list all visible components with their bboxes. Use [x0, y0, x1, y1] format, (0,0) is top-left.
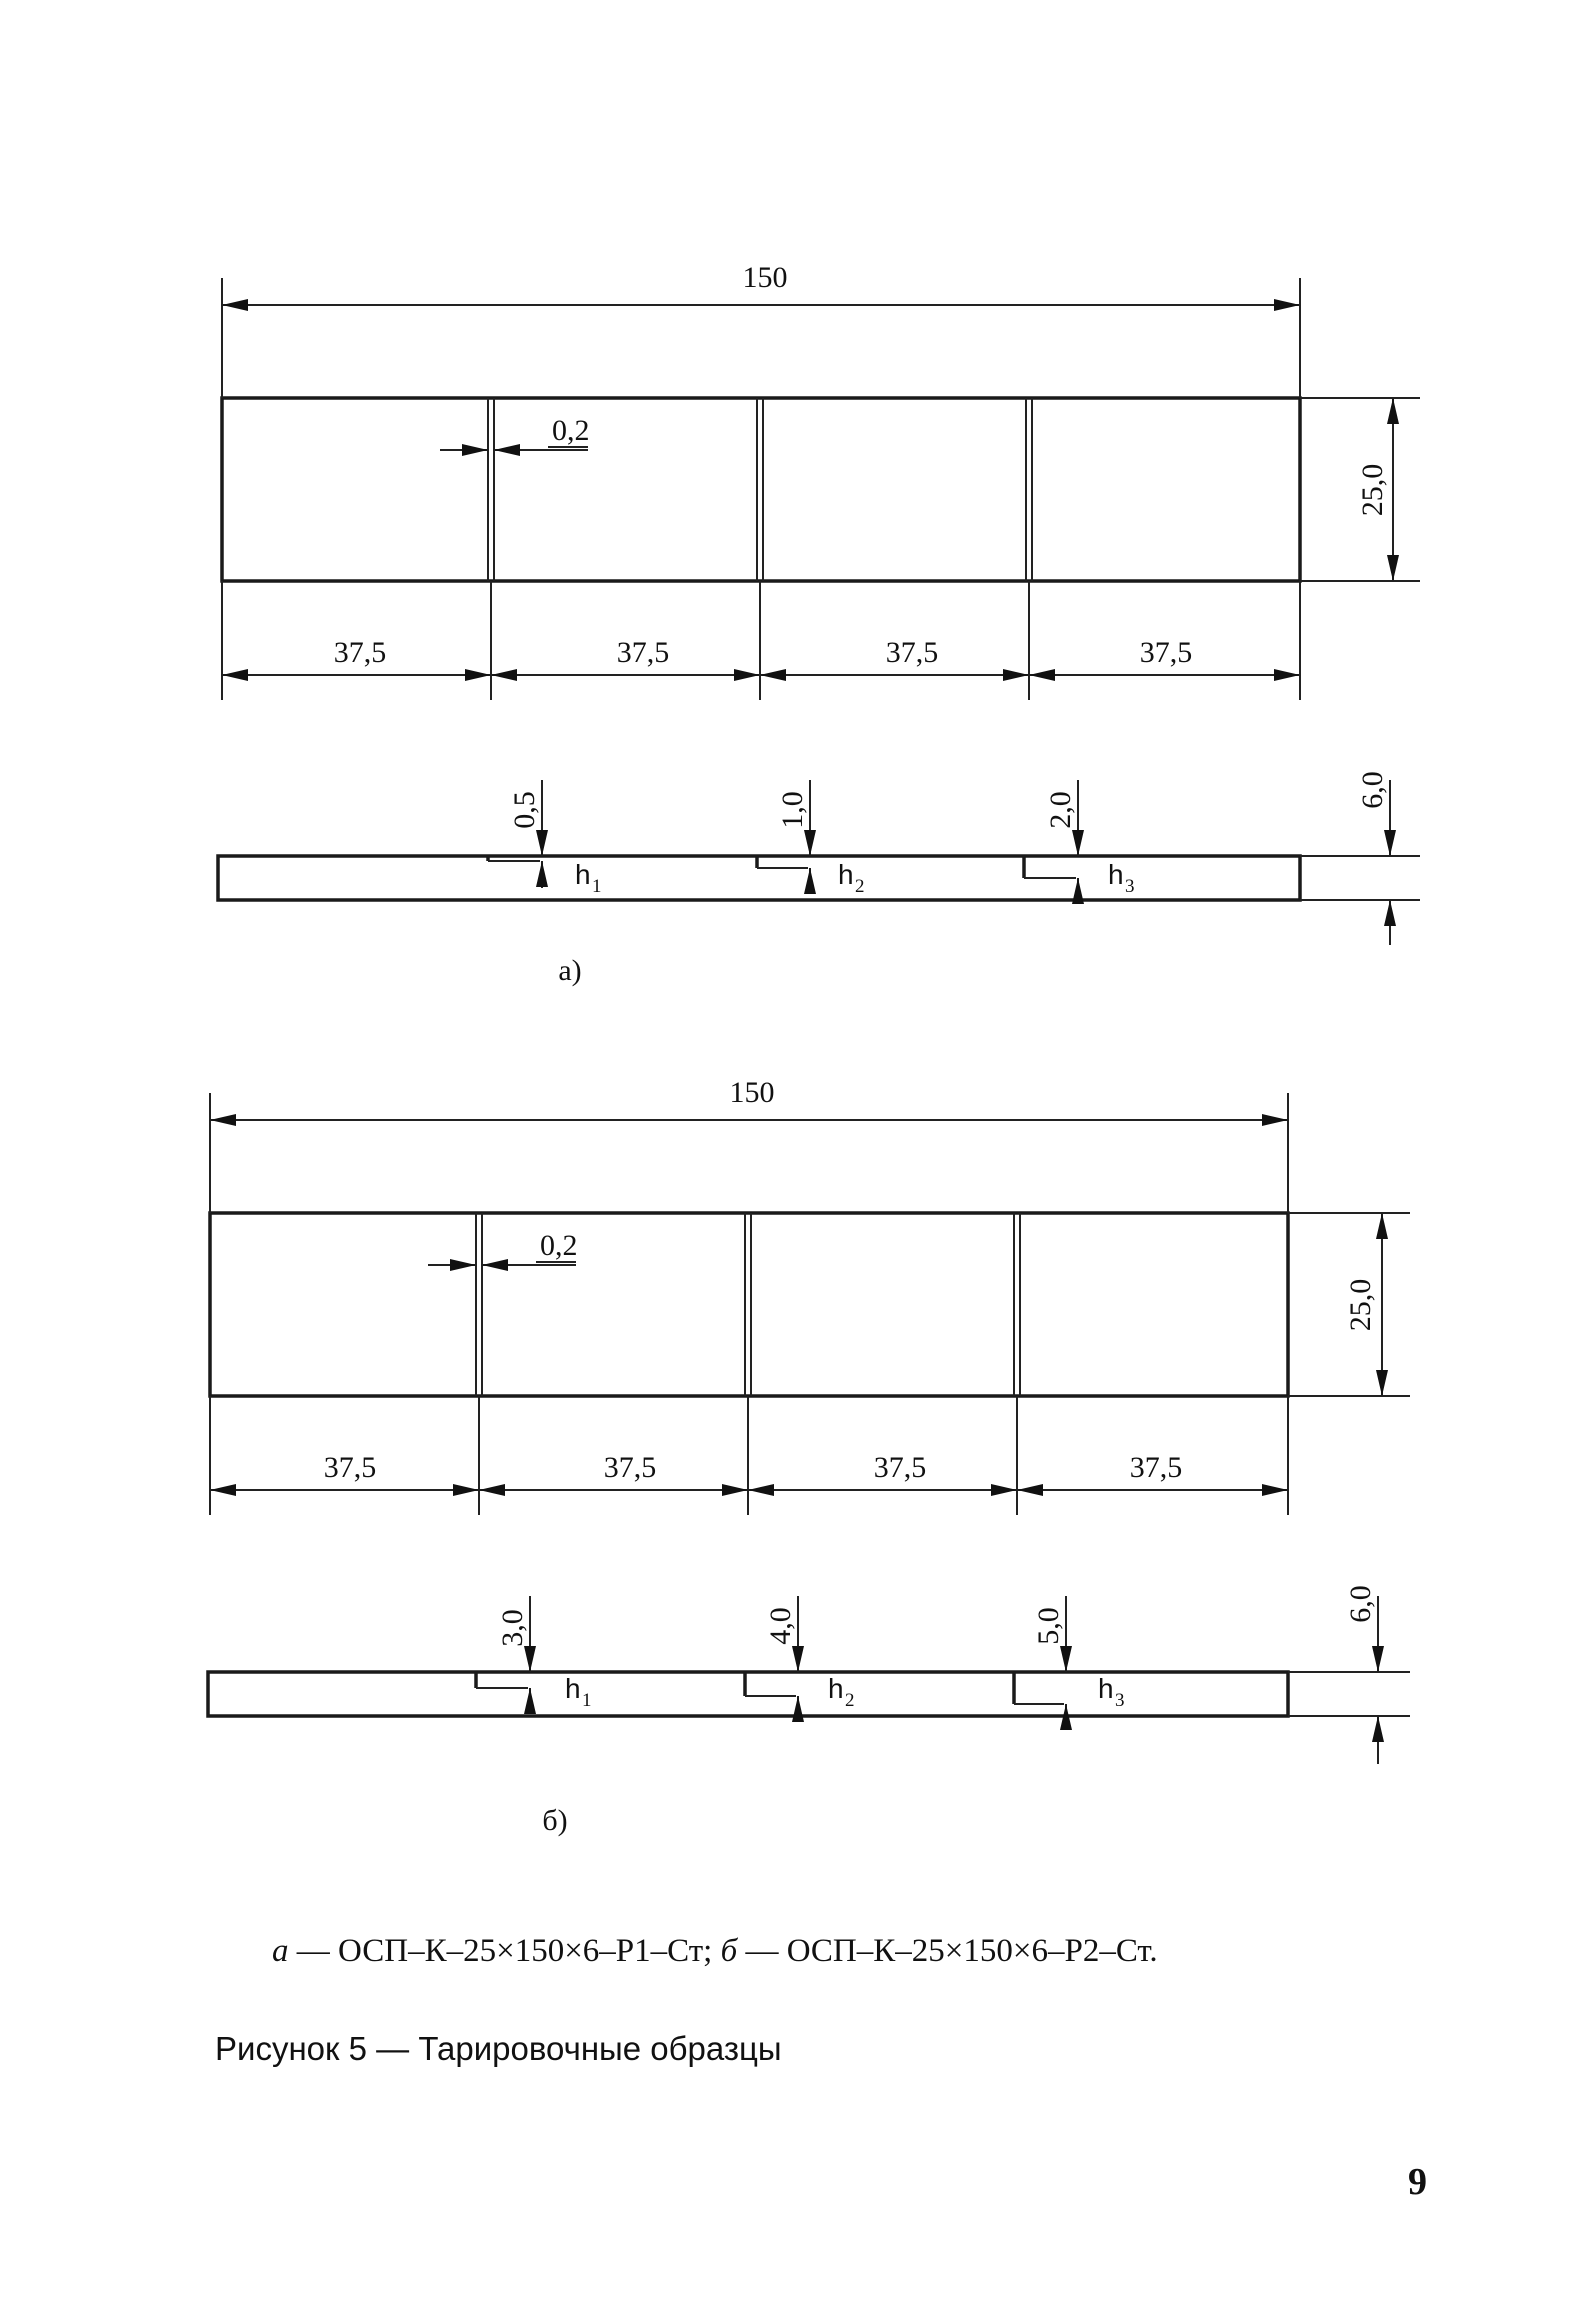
legend-letter-b: б [720, 1933, 738, 1969]
segment-label: 37,5 [885, 636, 939, 669]
specimen-outline [210, 1213, 1288, 1396]
h-subscript: 1 [582, 1690, 592, 1711]
view-b-plan [210, 1076, 1410, 1515]
view-label: б) [542, 1804, 568, 1837]
overall-length-label: 150 [729, 1076, 775, 1109]
segment-label: 37,5 [1129, 1451, 1183, 1484]
figure-caption: Рисунок 5 — Тарировочные образцы [215, 2030, 782, 2067]
view-b [208, 1076, 1410, 1837]
h-subscript: 3 [1115, 1690, 1125, 1711]
page-number: 9 [1408, 2161, 1427, 2203]
thickness-label: 6,0 [1344, 1585, 1377, 1623]
depth-label: 2,0 [1044, 791, 1077, 829]
gap-label: 0,2 [540, 1229, 578, 1262]
h-label: h [828, 1673, 844, 1704]
view-b-side [208, 1585, 1410, 1764]
segment-label: 37,5 [873, 1451, 927, 1484]
depth-label: 3,0 [496, 1609, 529, 1647]
view-a-side [218, 771, 1420, 945]
thickness-label: 6,0 [1356, 771, 1389, 809]
width-label: 25,0 [1356, 463, 1389, 517]
h-subscript: 2 [845, 1690, 855, 1711]
h-label: h [838, 859, 854, 890]
gap-label: 0,2 [552, 414, 590, 447]
depth-label: 5,0 [1032, 1607, 1065, 1645]
legend-text-a: — ОСП–К–25×150×6–Р1–Ст; [288, 1933, 721, 1969]
segment-label: 37,5 [616, 636, 670, 669]
legend-letter-a: а [272, 1933, 289, 1969]
width-label: 25,0 [1344, 1278, 1377, 1332]
depth-label: 4,0 [764, 1607, 797, 1645]
h-label: h [1108, 859, 1124, 890]
specimen-outline [222, 398, 1300, 581]
view-a-plan [222, 261, 1420, 700]
h-label: h [1098, 1673, 1114, 1704]
overall-length-label: 150 [742, 261, 788, 294]
specimen-side-outline [208, 1672, 1288, 1716]
segment-label: 37,5 [1139, 636, 1193, 669]
h-subscript: 3 [1125, 876, 1135, 897]
specimen-side-outline [218, 856, 1300, 900]
h-label: h [565, 1673, 581, 1704]
segment-label: 37,5 [333, 636, 387, 669]
segment-label: 37,5 [323, 1451, 377, 1484]
h-subscript: 1 [592, 876, 602, 897]
h-label: h [575, 859, 591, 890]
segment-label: 37,5 [603, 1451, 657, 1484]
view-a [218, 261, 1420, 987]
depth-label: 1,0 [776, 791, 809, 829]
view-label: а) [558, 954, 582, 987]
depth-label: 0,5 [508, 791, 541, 829]
h-subscript: 2 [855, 876, 865, 897]
legend-text-b: — ОСП–К–25×150×6–Р2–Ст. [737, 1933, 1158, 1969]
figure-legend [272, 1933, 1158, 1970]
